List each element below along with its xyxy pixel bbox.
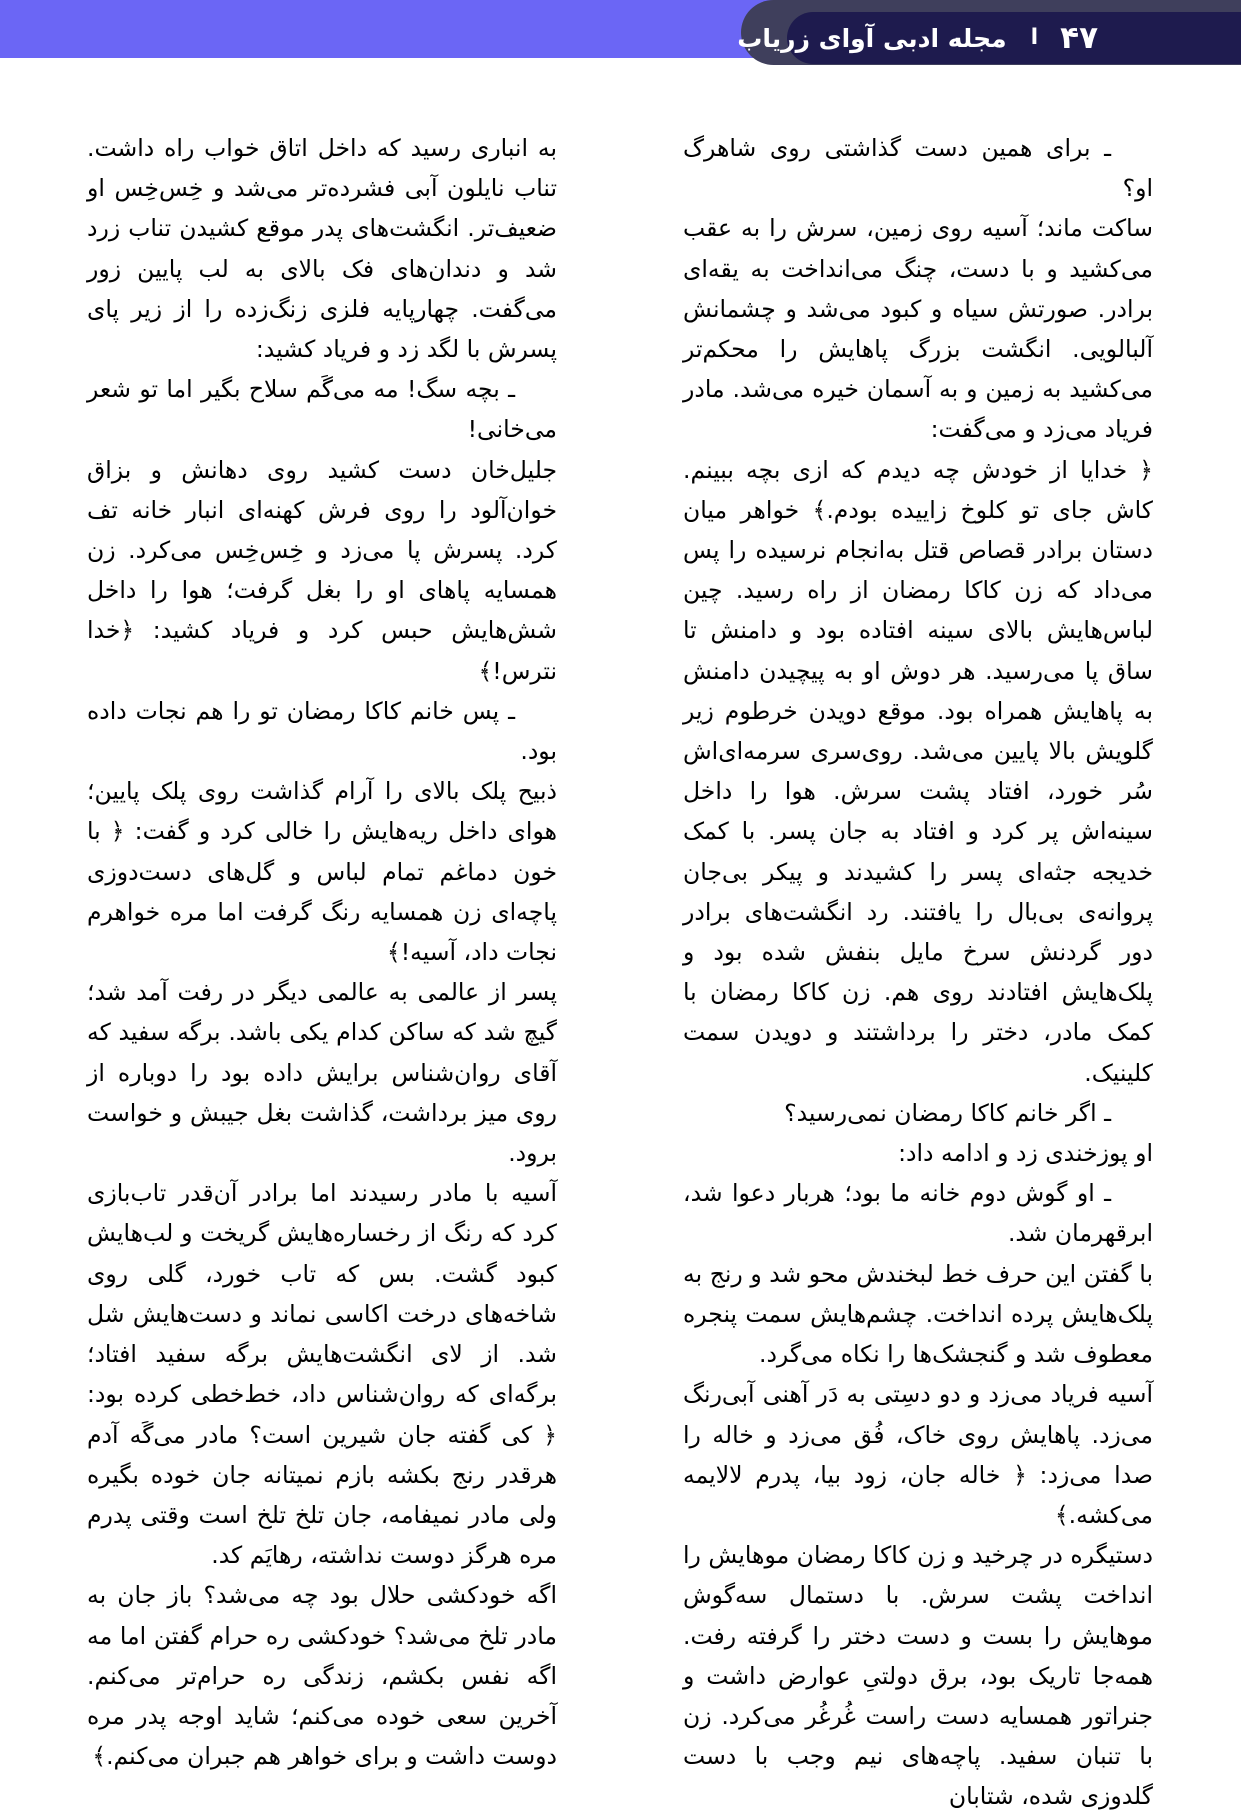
page-header	[0, 0, 1241, 72]
paragraph: جلیل‌خان دست کشید روی دهانش و بزاق خوان‌آلود را روی فرش کهنه‌ای انبار خانه تف کرد. پسرش پا می‌زد و خِس‌خِس می‌کرد. زن همسایه پاهای او را بغل گرفت؛ هوا را داخل شش‌هایش حبس کرد و فریاد کشید: ﴿خدا نترس!﴾	[87, 455, 557, 685]
paragraph: با گفتن این حرف خط لبخندش محو شد و رنج به پلک‌هایش پرده انداخت. چشم‌هایش سمت پنجره معطوف شد و گنجشک‌ها را نکاه می‌گرد.	[683, 1259, 1153, 1369]
text-column-left	[87, 128, 557, 1771]
paragraph: ـ اگر خانم کاکا رمضان نمی‌رسید؟	[784, 1098, 1111, 1127]
paragraph: دستیگره در چرخید و زن کاکا رمضان موهایش را انداخت پشت سرش. با دستمال سه‌گوش موهایش را بست و دست دختر را گرفته رفت. همه‌جا تاریک بود، برق دولتیِ عوارض داشت و جنراتور همسایه دست راست غُرغُر می‌کرد. زن با تنبان سفید. پاچه‌های نیم وجب با دست گلدوزی شده، شتابان	[683, 1541, 1153, 1811]
page-number: ۴۷	[1060, 20, 1098, 56]
paragraph: اگه خودکشی حلال بود چه می‌شد؟ باز جان به مادر تلخ می‌شد؟ خودکشی ره حرام گفتن اما مه اگه نفس بکشم، زندگی ره حرام‌تر می‌کنم. آخرین سعی خوده می‌کنم؛ شاید اوجه پدر مره دوست داشت و برای خواهر هم جبران می‌کنم.﴾	[87, 1581, 557, 1771]
paragraph: ـ پس خانم کاکا رمضان تو را هم نجات داده بود.	[87, 696, 557, 766]
header-separator: ا	[1030, 25, 1039, 50]
paragraph: ذبیح پلک بالای را آرام گذاشت روی پلک پایین؛ هوای داخل ریه‌هایش را خالی کرد و گفت: ﴿ با خون دماغم تمام لباس و گل‌های دست‌دوزی پاچه‌ای زن همسایه رنگ گرفت اما مره خواهرم نجات داد، آسیه!﴾	[87, 777, 557, 967]
magazine-title: مجله ادبی آوای زریاب	[737, 23, 1007, 53]
paragraph: ـ بچه سگ! مه می‌گَم سلاح بگیر اما تو شعر می‌خانی!	[87, 375, 557, 444]
header-content	[737, 20, 1098, 56]
paragraph: ساکت ماند؛ آسیه روی زمین، سرش را به عقب می‌کشید و با دست، چنگ می‌انداخت به یقه‌ای برادر. صورتش سیاه و کبود می‌شد و چشمانش آلبالویی. انگشت بزرگ پاهایش را محکم‌تر می‌کشید به زمین و به آسمان خیره می‌شد. مادر فریاد می‌زد و می‌گفت:	[683, 214, 1153, 444]
article-body	[0, 128, 1241, 1811]
paragraph: به انباری رسید که داخل اتاق خواب راه داشت. تناب نایلون آبی فشرده‌تر می‌شد و خِس‌خِس او ضعیف‌تر. انگشت‌های پدر موقع کشیدن تناب زرد شد و دندان‌های فک بالای به لب پایین زور می‌گفت. چهارپایه فلزی زنگ‌زده را از زیر پای پسرش با لگد زد و فریاد کشید:	[87, 134, 557, 364]
paragraph: آسیه فریاد می‌زد و دو دسِتی به دَر آهنی آبی‌رنگ می‌زد. پاهایش روی خاک، فُق می‌زد و خاله را صدا می‌زد: ﴿ خاله جان، زود بیا، پدرم لالایمه می‌کشه.﴾	[683, 1380, 1153, 1529]
paragraph: پسر از عالمی به عالمی دیگر در رفت آمد شد؛ گیچ شد که ساکن کدام یکی باشد. برگه سفید که آقای روان‌شناس برایش داده بود را دوباره از روی میز برداشت، گذاشت بغل جیبش و خواست برود.	[87, 978, 557, 1168]
paragraph: او پوزخندی زد و ادامه داد:	[898, 1139, 1153, 1168]
paragraph: ﴿ خدایا از خودش چه دیدم که ازی بچه ببینم. کاش جای تو کلوخ زاییده بودم.﴾ خواهر میان دستان برادر قصاص قتل به‌انجام نرسیده را پس می‌داد که زن کاکا رمضان از راه رسید. چین لباس‌هایش بالای سینه افتاده بود و دامنش تا ساق پا می‌رسید. هر دوش او به پیچیدن دامنش به پاهایش همراه بود. موقع دویدن خرطوم زیر گلویش بالا پایین می‌شد. روی‌سری سرمه‌ای‌اش سُر خورد، افتاد پشت سرش. هوا را داخل سینه‌اش پر کرد و افتاد به جان پسر. با کمک خدیجه جثه‌ای پسر را کشیدند و پیکر بی‌جان پروانه‌ی بی‌بال را یافتند. رد انگشت‌های برادر دور گردنش سرخ مایل بنفش شده بود و پلک‌هایش افتادند روی هم. زن کاکا رمضان با کمک مادر، دختر را برداشتند و دویدن سمت کلینیک.	[683, 455, 1153, 1087]
paragraph: ـ او گوش دوم خانه ما بود؛ هربار دعوا شد، ابرقهرمان شد.	[683, 1179, 1153, 1248]
header-navy-band	[737, 12, 1241, 64]
text-column-right	[683, 128, 1153, 1811]
paragraph: آسیه با مادر رسیدند اما برادر آن‌قدر تاب‌بازی کرد که رنگ از رخساره‌هایش گریخت و لب‌هایش کبود گشت. بس که تاب خورد، گلی روی شاخه‌های درخت اکاسی نماند و دست‌هایش شل شد. از لای انگشت‌هایش برگه سفید افتاد؛ برگه‌ای که روان‌شناس داد، خط‌خطی کرده بود: ﴿ کی گفته جان شیرین است؟ مادر می‌گَه آدم هرقدر رنج بکشه بازم نمیتانه جان خوده بگیره ولی مادر نمیفامه، جان تلخ تلخ است وقتی پدرم مره هرگز دوست نداشته، رهایَم کد.	[87, 1179, 557, 1570]
paragraph: ـ برای همین دست گذاشتی روی شاهرگ او؟	[683, 134, 1153, 203]
